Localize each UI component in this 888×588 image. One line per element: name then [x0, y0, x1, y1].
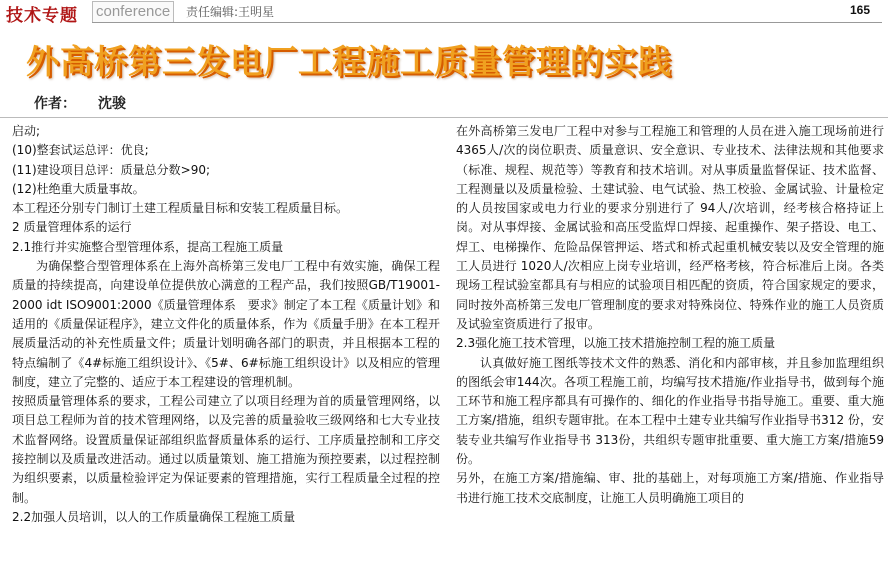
right-column — [456, 122, 884, 508]
subsection-heading: 2.3强化施工技术管理，以施工技术措施控制工程的施工质量 — [456, 336, 776, 351]
paragraph: 在外高桥第三发电厂工程中对参与工程施工和管理的人员在进入施工现场前进行 4365人/次的岗位职责、质量意识、安全意识、专业技术、法律法规和其他要求（标准、规程、规范等）等教育和技术培训。对从事质量监督保证、技术监督、工程测量以及质量检验、土建试验、电气试验、热工校验、金属试验、计量检定的人员按国家或电力行业的要求分别进行了 94人/次培训，经考核合格持证上岗。对从事焊接、金属试验和高压受监焊口焊接、起重操作、架子搭设、电工、焊工、电梯操作、危险品保管押运、塔式和桥式起重机械安装以及安全管理的施工人员进行 1020人/次相应上岗专业培训，经严格考核，符合标准后上岗。各类现场工程试验室都具有与相应的试验项目相匹配的资质，符合国家规定的要求，同时按外高桥第三发电厂管理制度的要求对特殊岗位、特殊作业的施工人员资质及试验室资质进行了报审。 — [456, 124, 884, 331]
paragraph: 本工程还分别专门制订土建工程质量目标和安装工程质量目标。 — [12, 201, 349, 216]
left-column — [12, 122, 440, 527]
paragraph: 另外，在施工方案/措施编、审、批的基础上，对每项施工方案/措施、作业指导书进行施工技术交底制度，让施工人员明确施工项目的 — [456, 471, 884, 505]
paragraph: (10)整套试运总评：优良; — [12, 143, 149, 158]
paragraph: 为确保整合型管理体系在上海外高桥第三发电厂工程中有效实施，确保工程质量的持续提高，向建设单位提供放心满意的工程产品，我们按照GB/T19001-2000 idt ISO9001:2000《质量管理体系 要求》制定了本工程《质量计划》和适用的《质量保证程序》，建立文件化的质量体系，作为《质量手册》在本工程开展质量活动的补充性质量文件；质量计划明确各部门的职责，并且根据本工程的特点编制了《4#标施工组织设计》、《5#、6#标施工组织设计》以及相应的管理制度，建立了完整的、适应于本工程建设的管理机制。 — [12, 259, 440, 389]
page-number: 165 — [849, 3, 870, 17]
author-name: 沈骏 — [98, 96, 126, 112]
author-label: 作者： — [34, 96, 76, 112]
paragraph: (12)杜绝重大质量事故。 — [12, 181, 145, 196]
page-header — [0, 0, 888, 24]
subsection-heading: 2.2加强人员培训，以人的工作质量确保工程施工质量 — [12, 509, 296, 524]
subsection-heading: 2.1推行并实施整合型管理体系，提高工程施工质量 — [12, 239, 284, 254]
section-tag: 技术专题 — [6, 6, 78, 26]
paragraph: (11)建设项目总评：质量总分数>90; — [12, 162, 211, 177]
section-heading: 2 质量管理体系的运行 — [12, 220, 132, 235]
section-tag-english: conference — [92, 1, 174, 23]
editor-credit: 责任编辑:王明星 — [186, 5, 275, 19]
header-divider — [92, 22, 882, 23]
byline-divider — [0, 117, 888, 118]
article-title: 外高桥第三发电厂工程施工质量管理的实践 — [26, 42, 672, 81]
paragraph: 启动; — [12, 124, 41, 138]
paragraph: 按照质量管理体系的要求，工程公司建立了以项目经理为首的质量管理网络，以项目总工程师为首的技术管理网络，以及完善的质量验收三级网络和七大专业技术监督网络。设置质量保证部组织监督质量体系的运行、工序质量控制和工序交接控制以及质量改进活动。通过以质量策划、施工措施为预控要素，以过程控制为组织要素，以质量检验评定为保证要素的管理措施，实行工程质量全过程的控制。 — [12, 394, 440, 505]
paragraph: 认真做好施工图纸等技术文件的熟悉、消化和内部审核，并且参加监理组织的图纸会审144次。各项工程施工前，均编写技术措施/作业指导书，做到每个施工环节和施工程序都具有可操作的、细化的作业指导书指导施工。重要、重大施工方案/措施，组织专题审批。在本工程中土建专业共编写作业指导书312 份，安装专业共编写作业指导书 313份，共组织专题审批重要、重大施工方案/措施59份。 — [456, 355, 884, 467]
author-line — [34, 93, 126, 113]
